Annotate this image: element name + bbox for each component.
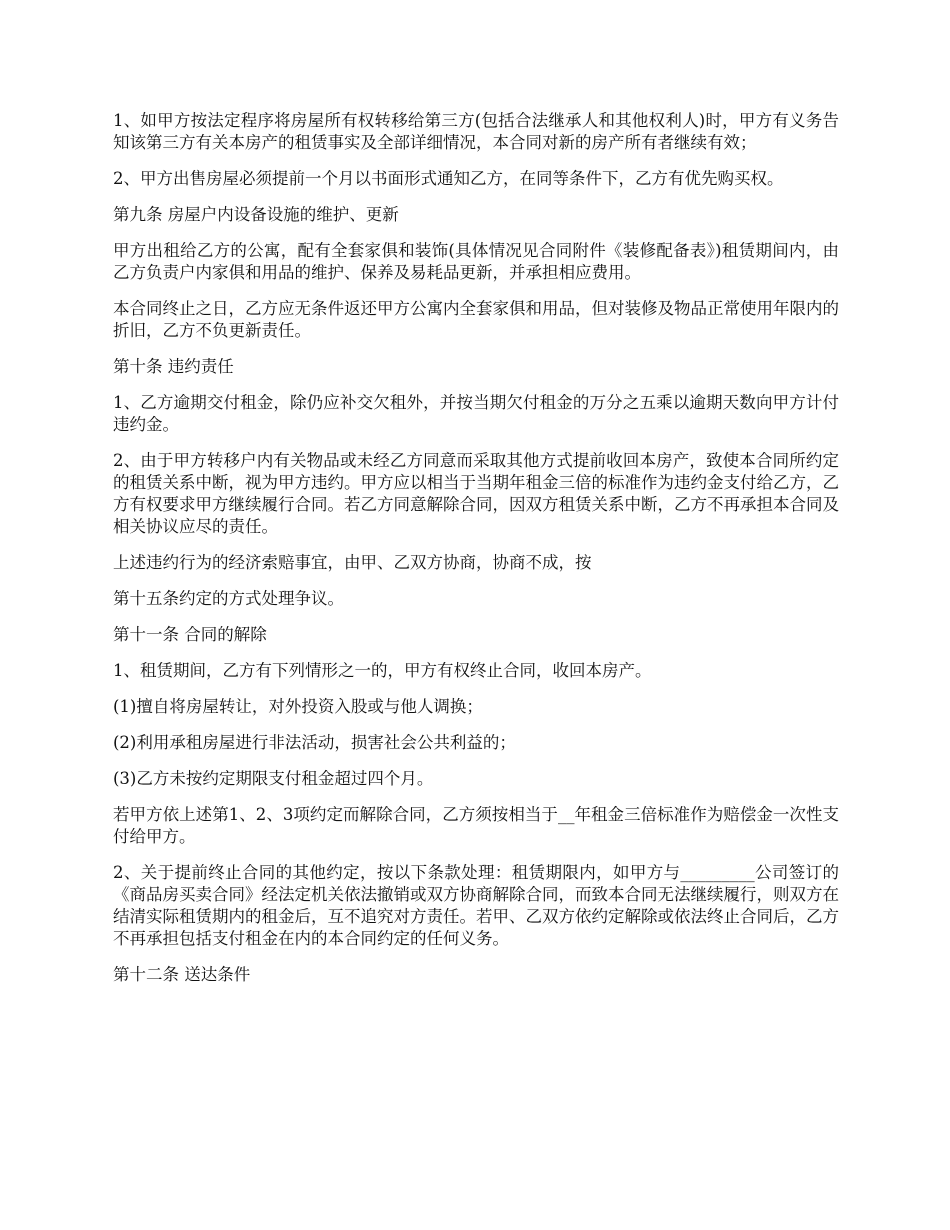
- article-11-heading: 第十一条 合同的解除: [113, 625, 267, 644]
- article-9-heading: 第九条 房屋户内设备设施的维护、更新: [113, 205, 399, 224]
- list-item-condition-3: (3)乙方未按约定期限支付租金超过四个月。: [113, 769, 434, 788]
- document-page: [113, 110, 839, 1000]
- paragraph-late-rent-penalty: 1、乙方逾期交付租金，除仍应补交欠租外，并按当期欠付租金的万分之五乘以逾期天数向甲方计付违约金。: [113, 393, 839, 434]
- paragraph-landlord-breach: 2、由于甲方转移户内有关物品或未经乙方同意而采取其他方式提前收回本房产，致使本合同所约定的租赁关系中断，视为甲方违约。甲方应以相当于当期年租金三倍的标准作为违约金支付给乙方，乙方有权要求甲方继续履行合同。若乙方同意解除合同，因双方租赁关系中断，乙方不再承担本合同及相关协议应尽的责任。: [113, 451, 839, 536]
- list-item-condition-2: (2)利用承租房屋进行非法活动，损害社会公共利益的；: [113, 733, 516, 752]
- paragraph-claims-negotiation: 上述违约行为的经济索赔事宜，由甲、乙双方协商，协商不成，按: [113, 553, 592, 572]
- article-10-heading: 第十条 违约责任: [113, 357, 234, 376]
- paragraph-sale-notice: 2、甲方出售房屋必须提前一个月以书面形式通知乙方，在同等条件下，乙方有优先购买权。: [113, 169, 784, 188]
- paragraph-transfer-ownership: 1、如甲方按法定程序将房屋所有权转移给第三方(包括合法继承人和其他权利人)时，甲方有义务告知该第三方有关本房产的租赁事实及全部详细情况，本合同对新的房产所有者继续有效；: [113, 111, 839, 152]
- article-12-heading: 第十二条 送达条件: [113, 965, 251, 984]
- paragraph-early-termination: 2、关于提前终止合同的其他约定，按以下条款处理：租赁期限内，如甲方与_________公司签订的《商品房买卖合同》经法定机关依法撤销或双方协商解除合同，而致本合同无法继续履行，则双方在结清实际租赁期内的租金后，互不追究对方责任。若甲、乙双方依约定解除或依法终止合同后，乙方不再承担包括支付租金在内的本合同约定的任何义务。: [113, 863, 839, 948]
- list-item-condition-1: (1)擅自将房屋转让，对外投资入股或与他人调换；: [113, 697, 483, 716]
- paragraph-termination-conditions: 1、租赁期间，乙方有下列情形之一的，甲方有权终止合同，收回本房产。: [113, 661, 652, 680]
- paragraph-furniture-maintenance: 甲方出租给乙方的公寓，配有全套家俱和装饰(具体情况见合同附件《装修配备表》)租赁期间内，由乙方负责户内家俱和用品的维护、保养及易耗品更新，并承担相应费用。: [113, 241, 839, 282]
- paragraph-return-furniture: 本合同终止之日，乙方应无条件返还甲方公寓内全套家俱和用品，但对装修及物品正常使用年限内的折旧，乙方不负更新责任。: [113, 299, 839, 340]
- paragraph-compensation: 若甲方依上述第1、2、3项约定而解除合同，乙方须按相当于__年租金三倍标准作为赔偿金一次性支付给甲方。: [113, 805, 839, 846]
- paragraph-article-15-reference: 第十五条约定的方式处理争议。: [113, 589, 344, 608]
